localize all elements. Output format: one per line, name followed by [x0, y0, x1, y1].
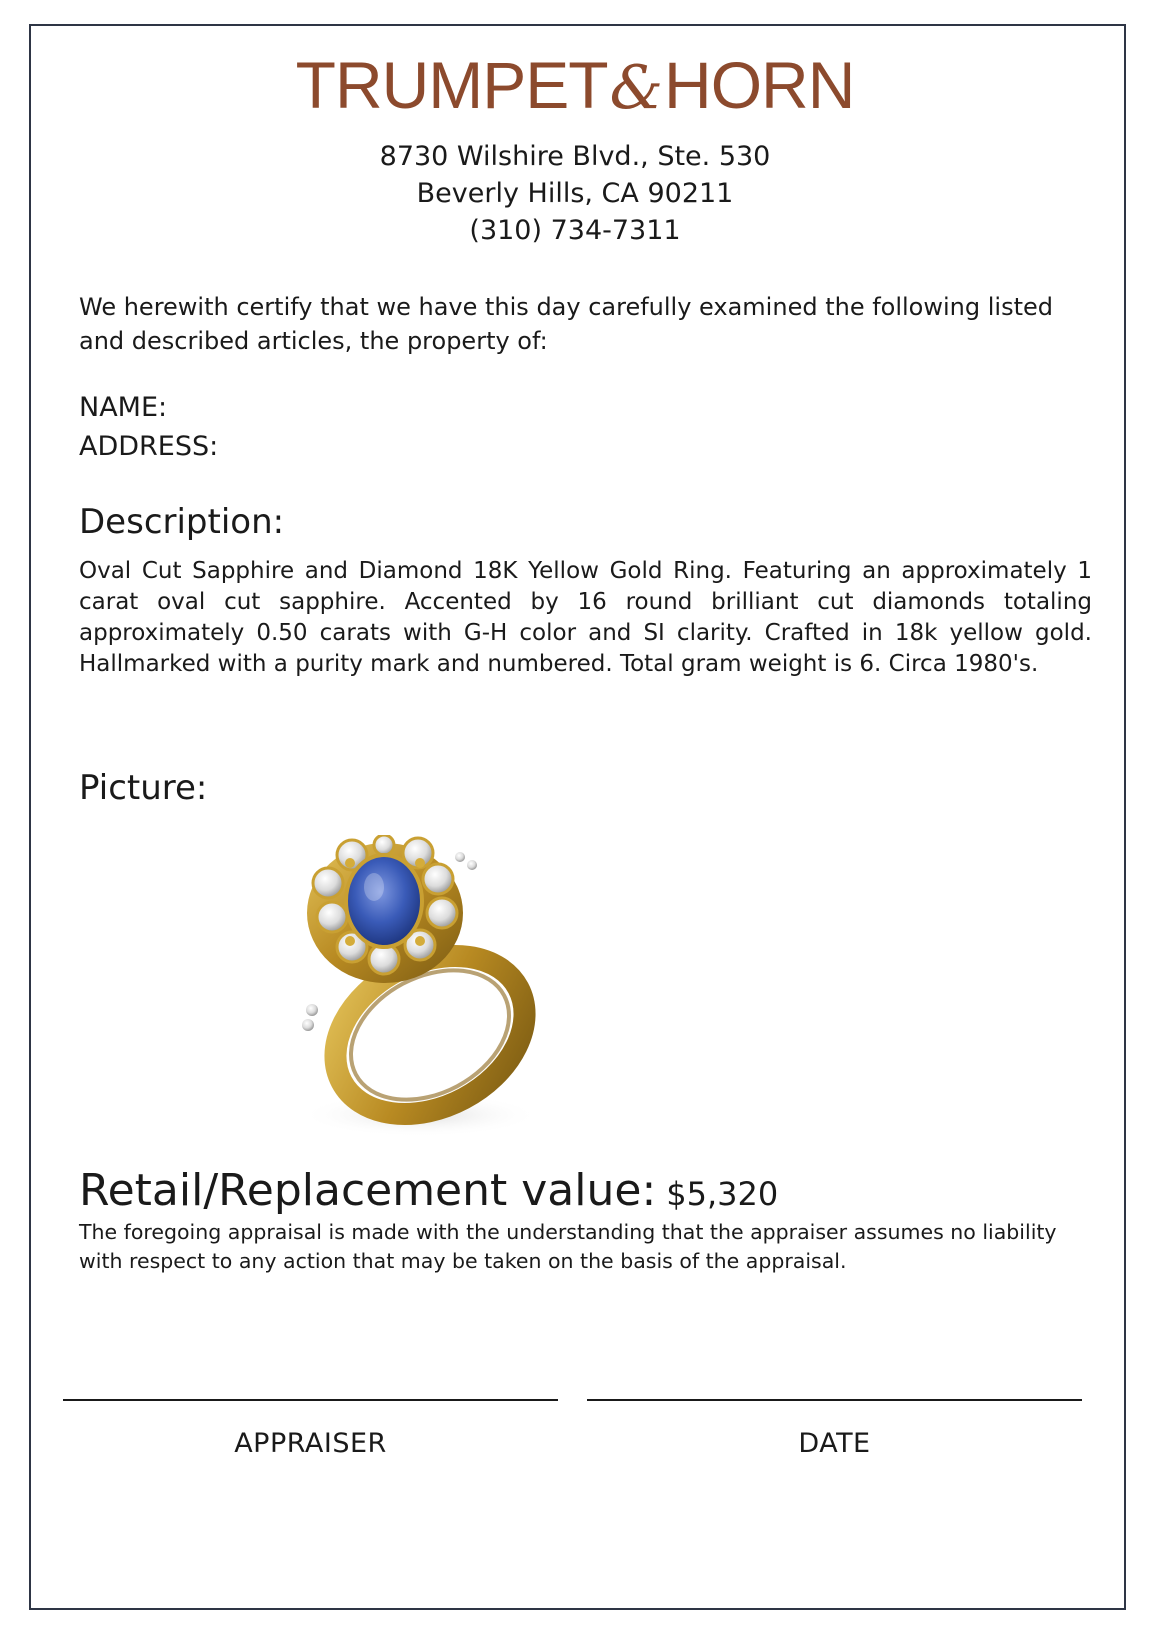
address-city: Beverly Hills, CA 90211 [416, 178, 734, 209]
date-signature-line [587, 1399, 1082, 1401]
date-label: DATE [798, 1428, 871, 1459]
brand-name-left: TRUMPET [295, 48, 608, 122]
name-label: NAME: [79, 392, 168, 423]
appraiser-label: APPRAISER [234, 1428, 387, 1459]
brand-ampersand: & [609, 53, 663, 123]
certification-intro: We herewith certify that we have this day carefully examined the following listed and described articles, the property of: [79, 293, 1053, 355]
picture-heading: Picture: [79, 768, 208, 808]
appraisal-disclaimer: The foregoing appraisal is made with the understanding that the appraiser assumes no liability with respect to any action that may be taken on the basis of the appraisal. [79, 1220, 1057, 1273]
phone-number: (310) 734-7311 [469, 215, 681, 246]
valuation-line [79, 1165, 778, 1220]
brand-logo [0, 48, 1150, 123]
valuation-label: Retail/Replacement value: [79, 1165, 657, 1216]
address-label: ADDRESS: [79, 431, 219, 462]
description-body: Oval Cut Sapphire and Diamond 18K Yellow Gold Ring. Featuring an approximately 1 carat oval cut sapphire. Accented by 16 round brilliant cut diamonds totaling approximately 0.50 carats with G-H color and SI clarity. Crafted in 18k yellow gold. Hallmarked with a purity mark and numbered. Total gram weight is 6. Circa 1980's. [79, 558, 1092, 677]
description-heading: Description: [79, 502, 285, 542]
appraiser-signature-line [63, 1399, 558, 1401]
brand-name-right: HORN [664, 48, 855, 122]
page-frame [29, 24, 1126, 1610]
valuation-amount: $5,320 [666, 1175, 779, 1213]
address-street: 8730 Wilshire Blvd., Ste. 530 [379, 141, 771, 172]
ring-image [280, 835, 550, 1145]
